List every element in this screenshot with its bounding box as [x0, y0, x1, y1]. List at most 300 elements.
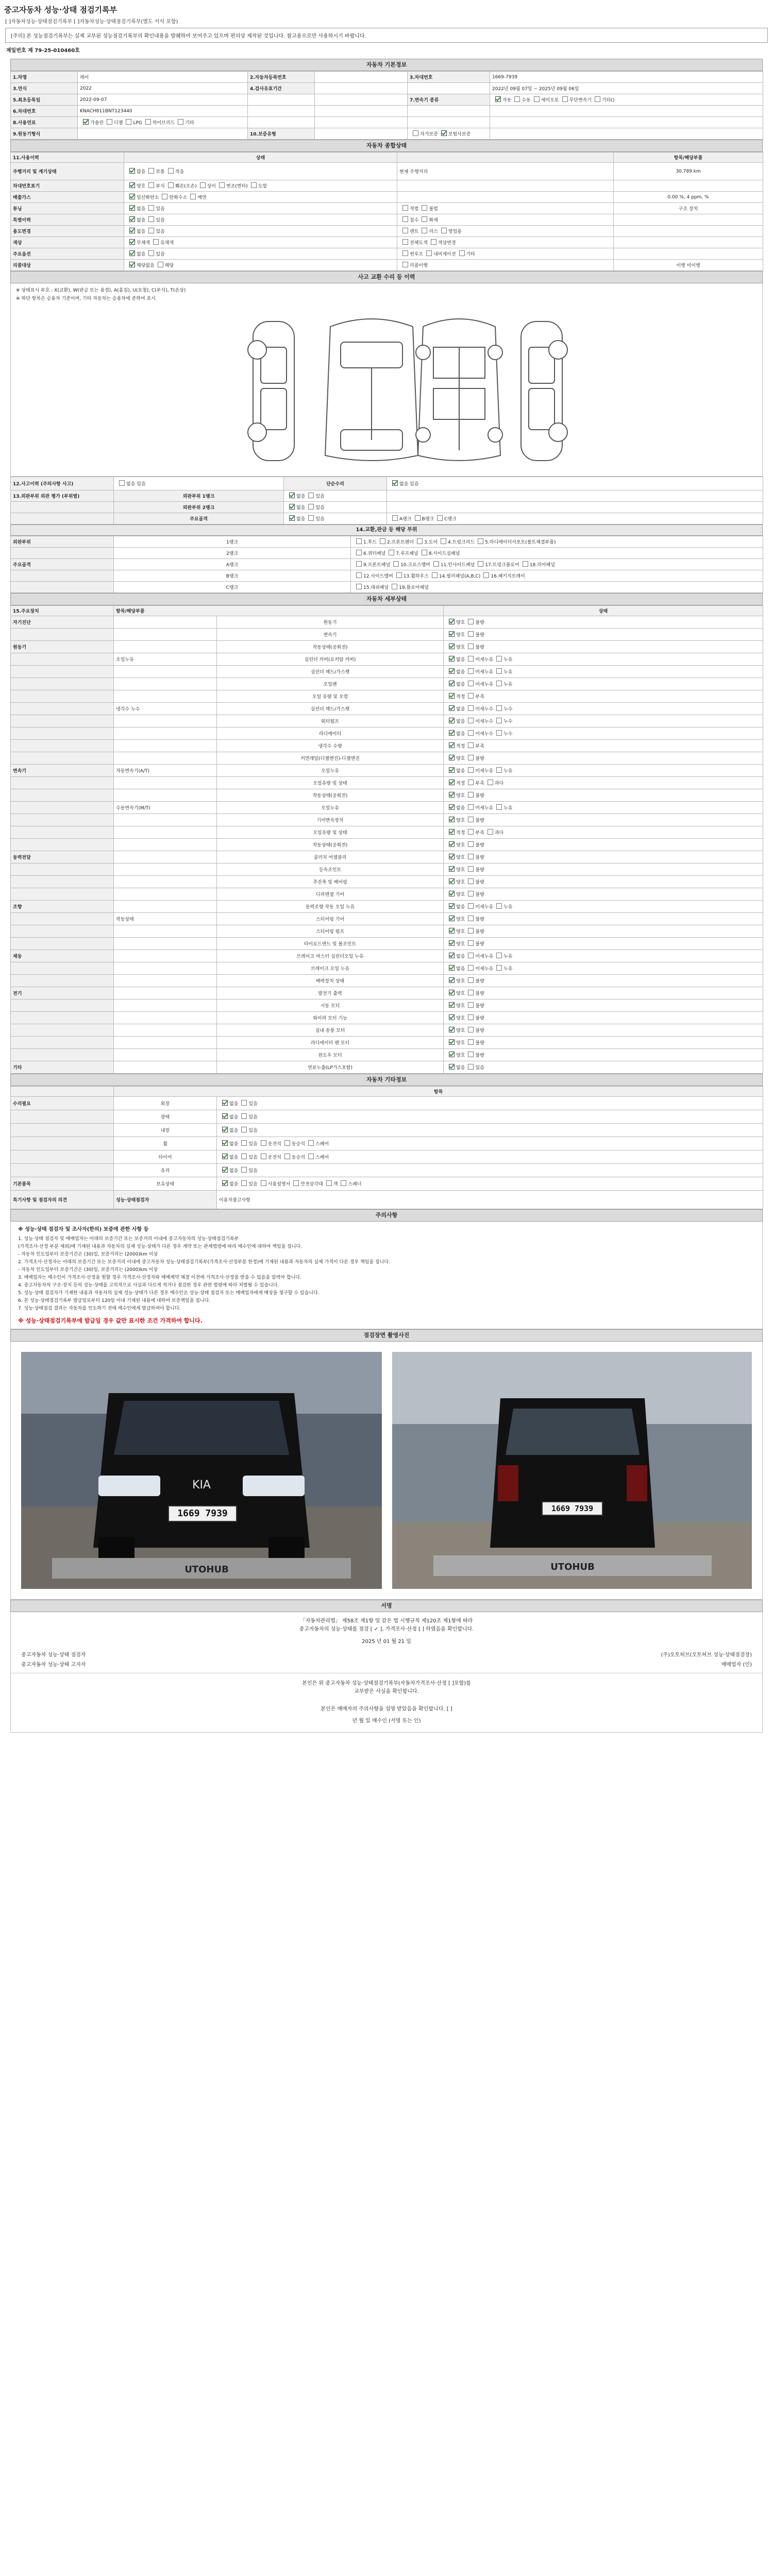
overall-state-row: [11, 192, 763, 203]
other-group: [11, 1124, 114, 1137]
checkbox-label: 없음: [456, 967, 465, 972]
checkbox-label: 없음: [456, 806, 465, 811]
checkbox[interactable]: [468, 878, 474, 884]
checkbox-label: 양호: [456, 1016, 465, 1021]
overall-state-value: [124, 237, 397, 248]
checkbox[interactable]: [222, 1100, 228, 1106]
checkbox[interactable]: [468, 668, 474, 674]
checkbox-label: 16.패키지트레이: [491, 574, 525, 579]
checkbox[interactable]: [219, 182, 225, 188]
checkbox[interactable]: [449, 631, 455, 637]
checkbox[interactable]: [488, 829, 493, 835]
checkbox[interactable]: [396, 572, 402, 578]
detail-row: [11, 703, 763, 715]
checkbox[interactable]: [402, 250, 408, 256]
detail-group: 기타: [11, 1061, 114, 1074]
checkbox[interactable]: [178, 119, 183, 125]
checkbox[interactable]: [129, 205, 135, 211]
checkbox[interactable]: [483, 572, 489, 578]
checkbox[interactable]: [402, 262, 408, 267]
detail-row: [11, 752, 763, 765]
checkbox[interactable]: [356, 538, 362, 544]
checkbox[interactable]: [468, 681, 474, 686]
overall-state-row: [11, 214, 763, 226]
checkbox[interactable]: [449, 681, 455, 686]
checkbox[interactable]: [496, 767, 502, 773]
checkbox[interactable]: [422, 228, 427, 233]
checkbox[interactable]: [308, 504, 314, 510]
checkbox-label: 있음: [156, 218, 165, 223]
basic-info-table: [10, 71, 763, 140]
checkbox[interactable]: [468, 940, 474, 946]
basic-info-value: 2022-09-07: [78, 94, 248, 106]
other-item: 보유상태: [114, 1177, 217, 1191]
checkbox[interactable]: [356, 561, 362, 567]
checkbox[interactable]: [222, 1167, 228, 1173]
accident-legend-line-2: ※ 하단 항목은 승용차 기준이며, 기타 자동차는 승용차에 준하여 표시: [16, 296, 156, 301]
checkbox[interactable]: [413, 130, 418, 136]
basic-info-value: [315, 117, 408, 128]
checkbox[interactable]: [145, 119, 151, 125]
basic-info-label: 8.사용연료: [11, 117, 78, 128]
checkbox[interactable]: [380, 538, 385, 544]
checkbox[interactable]: [289, 493, 295, 498]
checkbox-label: 디젤: [114, 121, 123, 126]
detail-row: [11, 789, 763, 802]
checkbox[interactable]: [468, 916, 474, 921]
checkbox[interactable]: [326, 1180, 332, 1186]
checkbox[interactable]: [449, 990, 455, 995]
checkbox[interactable]: [308, 1140, 314, 1146]
checkbox[interactable]: [415, 515, 421, 521]
checkbox[interactable]: [289, 504, 295, 510]
checkbox[interactable]: [449, 656, 455, 662]
checkbox[interactable]: [449, 767, 455, 773]
checkbox-label: 누유: [503, 769, 513, 774]
checkbox[interactable]: [241, 1113, 247, 1119]
parts-group: [11, 582, 114, 593]
checkbox[interactable]: [129, 194, 135, 199]
other-state: [217, 1110, 763, 1124]
checkbox[interactable]: [402, 228, 408, 233]
checkbox[interactable]: [449, 829, 455, 835]
checkbox[interactable]: [468, 977, 474, 983]
checkbox[interactable]: [293, 1180, 299, 1186]
checkbox[interactable]: [129, 182, 135, 188]
checkbox[interactable]: [595, 96, 600, 102]
checkbox[interactable]: [148, 216, 154, 222]
certificate-number-label: 제일번호 제: [6, 48, 33, 54]
checkbox[interactable]: [308, 493, 314, 498]
detail-subgroup: [114, 851, 217, 863]
checkbox[interactable]: [468, 854, 474, 859]
checkbox[interactable]: [468, 656, 474, 662]
detail-group: 자기진단: [11, 616, 114, 629]
checkbox[interactable]: [261, 1154, 266, 1159]
detail-subgroup: [114, 629, 217, 641]
checkbox[interactable]: [241, 1140, 247, 1146]
detail-state: [444, 863, 763, 876]
detail-group: [11, 814, 114, 826]
checkbox[interactable]: [402, 205, 408, 211]
checkbox[interactable]: [241, 1167, 247, 1173]
checkbox-label: 부식: [156, 184, 165, 189]
checkbox[interactable]: [496, 903, 502, 909]
checkbox[interactable]: [449, 1014, 455, 1020]
checkbox[interactable]: [426, 250, 432, 256]
accident-diagram-block: [10, 283, 763, 477]
overall-state-value: [124, 180, 397, 192]
basic-info-value: 레이: [78, 72, 248, 83]
checkbox[interactable]: [478, 561, 483, 567]
checkbox[interactable]: [449, 742, 455, 748]
checkbox[interactable]: [431, 239, 436, 245]
checkbox[interactable]: [422, 216, 427, 222]
checkbox[interactable]: [468, 928, 474, 934]
panel-extra: [387, 513, 763, 524]
checkbox[interactable]: [496, 656, 502, 662]
parts-table: [10, 536, 763, 593]
checkbox[interactable]: [389, 550, 394, 555]
checkbox[interactable]: [449, 916, 455, 921]
caution-line: (가격조사·산정 부분 제외)에 기재된 내용과 자동차의 실제 성능·상태가 다른 경우 계약 또는 관계법령에 따라 매수인에 대하여 책임을 집니다.: [18, 1244, 303, 1249]
checkbox[interactable]: [459, 250, 465, 256]
checkbox-label: 없음: [229, 1115, 239, 1120]
detail-item: 브레이크 마스터 실린더오일 누유: [217, 950, 444, 962]
checkbox[interactable]: [449, 866, 455, 872]
detail-group: [11, 1049, 114, 1061]
checkbox[interactable]: [449, 977, 455, 983]
detail-item: 타이로드엔드 및 볼조인트: [217, 938, 444, 950]
detail-state: [444, 678, 763, 690]
detail-state: [444, 666, 763, 678]
checkbox[interactable]: [468, 866, 474, 872]
checkbox[interactable]: [468, 643, 474, 649]
detail-group: [11, 789, 114, 802]
checkbox[interactable]: [289, 515, 295, 521]
checkbox-label: 있음: [248, 1142, 258, 1147]
detail-group: [11, 1012, 114, 1024]
checkbox[interactable]: [496, 804, 502, 810]
caution-line: 5. 성능·상태 점검자가 기재한 내용과 자동차의 실제 성능·상태가 다른 경우 매수인은 성능·상태 점검자 또는 매매업자에게 배상을 청구할 수 있습니다.: [18, 1291, 320, 1296]
checkbox[interactable]: [468, 631, 474, 637]
checkbox[interactable]: [222, 1140, 228, 1146]
checkbox[interactable]: [478, 538, 483, 544]
checkbox[interactable]: [468, 891, 474, 896]
checkbox[interactable]: [449, 1039, 455, 1045]
detail-group: 제동: [11, 950, 114, 962]
checkbox[interactable]: [495, 96, 501, 102]
other-item: 타이어: [114, 1150, 217, 1164]
checkbox[interactable]: [148, 250, 154, 256]
basic-info-value: KNACH811BNT123440: [78, 106, 248, 117]
checkbox[interactable]: [514, 96, 520, 102]
overall-state-row: [11, 163, 763, 180]
checkbox[interactable]: [402, 216, 408, 222]
checkbox[interactable]: [496, 705, 502, 711]
checkbox[interactable]: [129, 250, 135, 256]
checkbox[interactable]: [468, 693, 474, 699]
checkbox[interactable]: [468, 1039, 474, 1045]
detail-state: [444, 653, 763, 666]
checkbox[interactable]: [449, 928, 455, 934]
checkbox[interactable]: [441, 538, 446, 544]
overall-state-part: 구조 장치: [614, 203, 763, 214]
checkbox[interactable]: [422, 550, 427, 555]
checkbox[interactable]: [241, 1100, 247, 1106]
checkbox[interactable]: [523, 561, 528, 567]
checkbox[interactable]: [468, 779, 474, 785]
detail-state: [444, 987, 763, 999]
checkbox[interactable]: [392, 480, 398, 486]
checkbox[interactable]: [222, 1113, 228, 1119]
checkbox[interactable]: [449, 817, 455, 822]
parts-items: [351, 536, 763, 548]
basic-info-value: [490, 117, 763, 128]
checkbox[interactable]: [468, 990, 474, 995]
checkbox[interactable]: [449, 792, 455, 798]
checkbox[interactable]: [534, 96, 540, 102]
checkbox[interactable]: [449, 878, 455, 884]
checkbox[interactable]: [119, 480, 125, 486]
checkbox[interactable]: [468, 841, 474, 847]
checkbox[interactable]: [158, 262, 163, 267]
checkbox[interactable]: [468, 767, 474, 773]
checkbox[interactable]: [449, 965, 455, 971]
overall-state-value: [124, 163, 397, 180]
detail-subgroup: [114, 826, 217, 839]
checkbox[interactable]: [148, 168, 154, 174]
detail-row: [11, 851, 763, 863]
section-detail-header: 자동차 세부상태: [10, 593, 763, 605]
checkbox[interactable]: [449, 619, 455, 624]
checkbox[interactable]: [148, 205, 154, 211]
checkbox[interactable]: [241, 1127, 247, 1132]
checkbox[interactable]: [449, 940, 455, 946]
checkbox[interactable]: [129, 239, 135, 245]
accident-legend-line-1: ※ 상태표시 부호 : X(교환), W(판금 또는 용접), A(흠집), U(요철), C(부식), T(손상): [16, 288, 186, 293]
checkbox[interactable]: [422, 205, 427, 211]
detail-item: 냉각수 수량: [217, 740, 444, 752]
detail-group: [11, 703, 114, 715]
basic-info-row: [11, 72, 763, 83]
checkbox[interactable]: [261, 1140, 266, 1146]
checkbox[interactable]: [393, 561, 399, 567]
checkbox-label: 19.플로어패널: [399, 585, 429, 590]
overall-state-detail: [397, 192, 614, 203]
checkbox[interactable]: [468, 1014, 474, 1020]
checkbox[interactable]: [241, 1154, 247, 1159]
checkbox[interactable]: [392, 515, 398, 521]
basic-info-label: 7.변속기 종류: [408, 94, 490, 106]
checkbox[interactable]: [222, 1180, 228, 1186]
checkbox[interactable]: [449, 903, 455, 909]
checkbox[interactable]: [437, 515, 443, 521]
checkbox[interactable]: [468, 619, 474, 624]
checkbox-label: 불량: [475, 929, 484, 935]
checkbox[interactable]: [308, 515, 314, 521]
checkbox[interactable]: [496, 718, 502, 723]
checkbox[interactable]: [468, 1002, 474, 1008]
checkbox-label: 5.라디에이터서포트(볼트체결부품): [485, 540, 556, 545]
checkbox[interactable]: [392, 584, 397, 589]
checkbox[interactable]: [153, 239, 159, 245]
checkbox[interactable]: [200, 182, 206, 188]
checkbox[interactable]: [402, 239, 408, 245]
checkbox[interactable]: [449, 891, 455, 896]
detail-row: [11, 839, 763, 851]
detail-item: 발전기 출력: [217, 987, 444, 999]
checkbox[interactable]: [251, 182, 257, 188]
overall-state-part: 30,789 km: [614, 163, 763, 180]
checkbox[interactable]: [488, 779, 493, 785]
detail-group: [11, 938, 114, 950]
checkbox-label: C랭크: [444, 517, 457, 522]
checkbox[interactable]: [449, 755, 455, 760]
detail-subgroup: [114, 925, 217, 938]
checkbox[interactable]: [341, 1180, 346, 1186]
checkbox-label: 미세누수: [475, 732, 494, 737]
checkbox[interactable]: [449, 718, 455, 723]
checkbox[interactable]: [468, 817, 474, 822]
basic-info-value: 2022: [78, 83, 248, 94]
checkbox-label: 자가보증: [420, 132, 438, 137]
checkbox[interactable]: [468, 792, 474, 798]
checkbox[interactable]: [496, 730, 502, 736]
checkbox[interactable]: [449, 854, 455, 859]
checkbox-label: 있음: [156, 252, 165, 257]
checkbox[interactable]: [496, 953, 502, 958]
checkbox[interactable]: [468, 965, 474, 971]
checkbox[interactable]: [222, 1154, 228, 1159]
overall-col-history: 11.사용이력: [11, 152, 124, 163]
checkbox[interactable]: [284, 1154, 290, 1159]
checkbox[interactable]: [468, 755, 474, 760]
detail-table: [10, 605, 763, 1074]
checkbox-label: 탄화수소: [169, 195, 188, 200]
checkbox[interactable]: [356, 584, 362, 589]
checkbox[interactable]: [468, 804, 474, 810]
checkbox[interactable]: [168, 182, 174, 188]
checkbox[interactable]: [496, 965, 502, 971]
detail-item: 배력장치 상태: [217, 975, 444, 987]
detail-item: 클러치 어셈블리: [217, 851, 444, 863]
caution-line: 2. 가격조사·산정자는 아래의 보증기간 또는 보증거리 이내에 중고자동차 성능·상태점검기록부(가격조사·산정부분 한정)에 기재된 내용과 자동차의 실제 가격이 다른 경우 책임을 집니다.: [18, 1260, 390, 1265]
checkbox[interactable]: [356, 550, 362, 555]
checkbox[interactable]: [441, 130, 447, 136]
checkbox[interactable]: [496, 681, 502, 686]
overall-col-blank: [397, 152, 614, 163]
checkbox-label: 적정: [456, 694, 465, 700]
checkbox[interactable]: [356, 572, 362, 578]
checkbox[interactable]: [449, 1052, 455, 1057]
checkbox[interactable]: [433, 561, 439, 567]
basic-info-value: [315, 128, 408, 140]
checkbox-label: 불량: [475, 793, 484, 799]
checkbox[interactable]: [468, 903, 474, 909]
checkbox[interactable]: [449, 1064, 455, 1070]
checkbox[interactable]: [449, 804, 455, 810]
checkbox[interactable]: [284, 1140, 290, 1146]
checkbox[interactable]: [468, 1027, 474, 1032]
checkbox-label: 스페어: [315, 1142, 329, 1147]
checkbox[interactable]: [129, 168, 135, 174]
checkbox[interactable]: [126, 119, 131, 125]
checkbox[interactable]: [468, 705, 474, 711]
checkbox-label: 누유: [503, 905, 513, 910]
checkbox[interactable]: [449, 779, 455, 785]
checkbox[interactable]: [432, 572, 438, 578]
checkbox-label: 부족: [475, 831, 484, 836]
checkbox[interactable]: [129, 216, 135, 222]
checkbox[interactable]: [261, 1180, 266, 1186]
checkbox[interactable]: [168, 168, 174, 174]
checkbox[interactable]: [148, 182, 154, 188]
checkbox[interactable]: [129, 262, 135, 267]
checkbox[interactable]: [441, 228, 447, 233]
checkbox[interactable]: [449, 705, 455, 711]
signature-date: 2025 년 01 월 21 일: [362, 1639, 411, 1645]
checkbox[interactable]: [222, 1127, 228, 1132]
checkbox-label: 불량: [475, 855, 484, 860]
checkbox[interactable]: [449, 730, 455, 736]
checkbox[interactable]: [449, 1002, 455, 1008]
checkbox-label: 없음: [137, 229, 146, 234]
checkbox[interactable]: [417, 538, 423, 544]
checkbox[interactable]: [449, 841, 455, 847]
detail-row: [11, 814, 763, 826]
checkbox[interactable]: [449, 953, 455, 958]
checkbox[interactable]: [468, 1064, 474, 1070]
checkbox[interactable]: [449, 643, 455, 649]
checkbox[interactable]: [468, 742, 474, 748]
checkbox[interactable]: [148, 228, 154, 233]
accident-legend: [11, 283, 762, 306]
checkbox[interactable]: [468, 718, 474, 723]
checkbox[interactable]: [162, 194, 167, 199]
checkbox[interactable]: [241, 1180, 247, 1186]
checkbox[interactable]: [449, 693, 455, 699]
basic-info-label: 3.연식: [11, 83, 78, 94]
checkbox[interactable]: [107, 119, 112, 125]
checkbox[interactable]: [449, 668, 455, 674]
basic-info-label: 4.검사유효기간: [248, 83, 315, 94]
checkbox[interactable]: [468, 829, 474, 835]
checkbox[interactable]: [468, 1052, 474, 1057]
checkbox-label: 불량: [475, 1004, 484, 1009]
detail-item: 오일유량 및 상태: [217, 826, 444, 839]
checkbox-label: 미세누유: [475, 682, 494, 687]
checkbox[interactable]: [468, 953, 474, 958]
detail-item: 윈도우 모터: [217, 1049, 444, 1061]
detail-row: [11, 975, 763, 987]
checkbox[interactable]: [83, 119, 89, 125]
other-state: [217, 1137, 763, 1150]
checkbox[interactable]: [468, 730, 474, 736]
checkbox[interactable]: [562, 96, 568, 102]
checkbox[interactable]: [308, 1154, 314, 1159]
detail-item: 동력조향 작동 오일 누유: [217, 901, 444, 913]
checkbox[interactable]: [496, 668, 502, 674]
detail-row: [11, 740, 763, 752]
checkbox[interactable]: [129, 228, 135, 233]
checkbox[interactable]: [449, 1027, 455, 1032]
checkbox[interactable]: [190, 194, 196, 199]
basic-info-value: [408, 128, 490, 140]
detail-state: [444, 641, 763, 653]
checkbox-label: 있음: [248, 1128, 258, 1133]
caution-box: [10, 1222, 763, 1329]
